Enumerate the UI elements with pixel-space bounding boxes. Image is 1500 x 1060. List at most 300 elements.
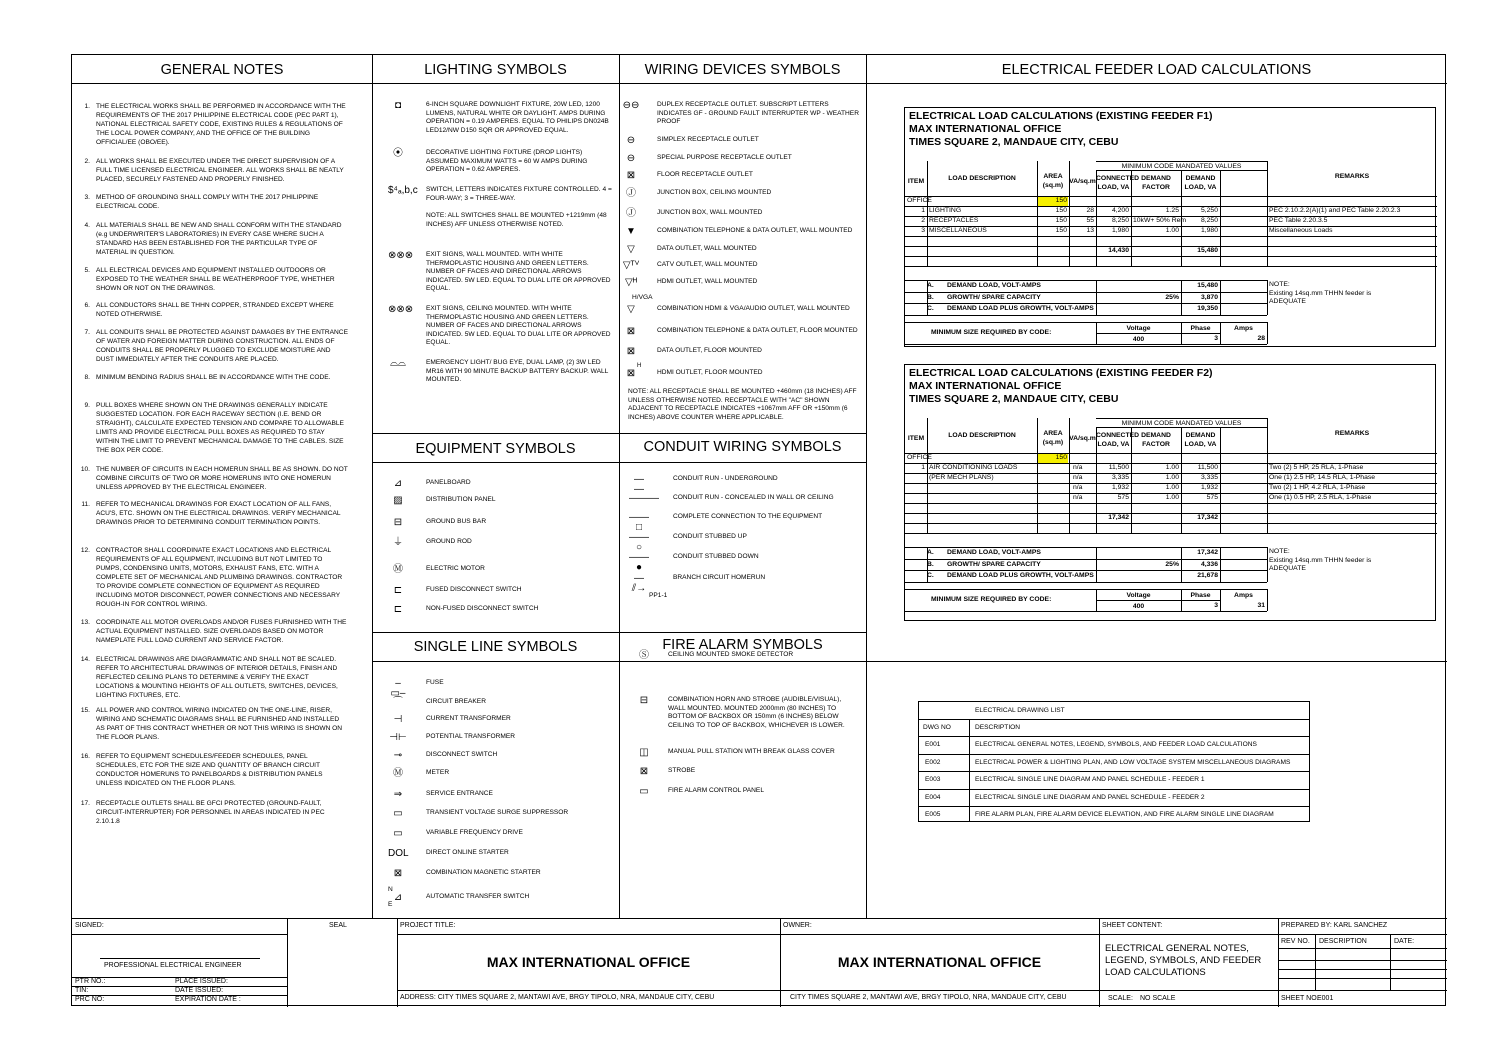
equipment-symbol-icon: ⊟ (393, 517, 403, 528)
f2-row-dload: 575 (1206, 494, 1218, 501)
general-note-13 (80, 618, 348, 645)
f2-row-vasqm: n/a (1073, 464, 1083, 471)
single-line-symbol-icon: ⊣ (393, 714, 403, 725)
f2-row-connected: 11,500 (1108, 464, 1129, 471)
lighting-description: EMERGENCY LIGHT/ BUG EYE, DUAL LAMP, (2) 3W LED MR16 WITH 90 MINUTE BACKUP BATTERY BACKUP. WALL MOUNTED. (426, 359, 609, 383)
f1-note: Existing 14sq.mm THHN feeder is ADEQUATE (1269, 290, 1372, 305)
sheet-no-label: SHEET NO. (1281, 995, 1319, 1002)
sheet-content: ELECTRICAL GENERAL NOTES, LEGEND, SYMBOLS, AND FEEDER LOAD CALCULATIONS (1105, 943, 1262, 978)
place-issued-label: PLACE ISSUED: (175, 978, 228, 985)
wiring-description: DUPLEX RECEPTACLE OUTLET. SUBSCRIPT LETTERS INDICATES GF - GROUND FAULT INTERRUPTER WP - WEATHER PROOF (657, 101, 859, 125)
f2-dfactor-header: DEMAND FACTOR (1141, 432, 1171, 448)
f1-row-area: 150 (1055, 227, 1067, 234)
f1-item-header: ITEM (907, 178, 925, 185)
drawing-description: ELECTRICAL SINGLE LINE DIAGRAM AND PANEL SCHEDULE - FEEDER 1 (975, 776, 1205, 783)
general-note-number: 17. (80, 800, 90, 807)
conduit-description: CONDUIT RUN - UNDERGROUND (673, 475, 778, 482)
conduit-description: CONDUIT STUBBED UP (673, 533, 747, 540)
general-note-2 (84, 157, 348, 184)
lighting-symbol-icon: ⌓⌓ (390, 358, 406, 369)
f2-row-connected: 3,335 (1111, 474, 1129, 481)
fire-alarm-symbol-icon: ▭ (639, 786, 649, 797)
f2-summary-key: B. (927, 560, 934, 568)
single-line-description: FUSE (426, 679, 444, 686)
equipment-symbol-icon: ⊏ (393, 585, 403, 596)
equipment-symbol-icon: ⏚ (393, 537, 403, 548)
general-note-number: 6. (84, 302, 90, 309)
single-line-description: DISCONNECT SWITCH (426, 751, 498, 758)
general-note-12 (80, 546, 348, 609)
fire-alarm-symbol-icon: Ⓢ (639, 650, 649, 661)
single-line-description: AUTOMATIC TRANSFER SWITCH (426, 893, 530, 900)
f2-row-desc: AIR CONDITIONING LOADS (929, 464, 1018, 471)
f1-summary-key: A. (927, 282, 934, 289)
single-line-description: CIRCUIT BREAKER (426, 698, 486, 705)
wiring-description: CATV OUTLET, WALL MOUNTED (657, 261, 758, 268)
lighting-symbol-icon: ◘ (394, 100, 402, 111)
general-note-number: 12. (80, 547, 90, 554)
drawing-number: E001 (925, 741, 941, 748)
f1-title: ELECTRICAL LOAD CALCULATIONS (EXISTING FEEDER F1) (909, 110, 1213, 122)
f1-summary-label: GROWTH/ SPARE CAPACITY (947, 293, 1041, 301)
f2-total-dload: 17,342 (1197, 514, 1218, 521)
wiring-description: COMBINATION HDMI & VGA/AUDIO OUTLET, WALL MOUNTED (657, 305, 850, 312)
f1-phase-header: Phase (1190, 325, 1211, 332)
f1-group-area: 150 (1055, 197, 1067, 204)
drawing-number: E003 (925, 776, 941, 783)
drawing-list-no-header: DWG NO (923, 724, 951, 731)
hvga-label: H/VGA (632, 294, 653, 301)
rev-no-header: REV NO. (1281, 938, 1310, 945)
lighting-symbols-header: LIGHTING SYMBOLS (424, 62, 567, 78)
drawing-description: FIRE ALARM PLAN, FIRE ALARM DEVICE ELEVATION, AND FIRE ALARM SINGLE LINE DIAGRAM (975, 811, 1274, 818)
lighting-symbol-icon: ⊗⊗⊗ (388, 250, 414, 261)
general-note-number: 1. (84, 103, 90, 110)
f1-row-dload: 8,250 (1200, 217, 1218, 224)
f2-row-dfactor: 1.00 (1165, 464, 1179, 471)
f2-summary-percent: 25% (1165, 560, 1179, 568)
f1-total-connected: 14,430 (1108, 247, 1129, 254)
general-note-text: ALL CONDUCTORS SHALL BE THHN COPPER, STRANDED EXCEPT WHERE NOTED OTHERWISE. (96, 302, 334, 318)
general-note-number: 5. (84, 267, 90, 274)
general-note-number: 9. (84, 402, 90, 409)
f1-summary-key: C. (927, 305, 934, 312)
equipment-symbol-icon: ⊿ (393, 478, 403, 489)
lighting-symbol-icon: $⁴ₐ,b,c (388, 185, 418, 196)
general-note-text: ALL ELECTRICAL DEVICES AND EQUIPMENT INSTALLED OUTDOORS OR EXPOSED TO THE WEATHER SHALL BE WEATHERPROOF TYPE, WHETHER SHOWN OR NOT ON THE DRAWINGS. (96, 267, 335, 292)
lighting-description: EXIT SIGNS, CEILING MOUNTED. WITH WHITE THERMOPLASTIC HOUSING AND GREEN LETTERS. NUMBER OF FACES AND DIRECTIONAL ARROWS INDICATED. 5W LED. EQUAL TO DUAL LITE OR APPROVED EQUAL. (426, 305, 611, 346)
wiring-symbol-icon: ▽ᵀⱽ (622, 260, 640, 271)
f1-row-desc: LIGHTING (929, 207, 962, 214)
single-line-symbol-icon: DOL (388, 848, 409, 859)
drawing-number: E005 (925, 811, 941, 818)
fire-alarm-description: CEILING MOUNTED SMOKE DETECTOR (668, 651, 794, 658)
wiring-symbol-icon: ▽ᴴ (625, 277, 637, 288)
general-note-number: 8. (84, 374, 90, 381)
f1-min-code-header: MINIMUM CODE MANDATED VALUES (1121, 163, 1242, 170)
fire-alarm-description: MANUAL PULL STATION WITH BREAK GLASS COVER (668, 748, 835, 755)
prepared-by: PREPARED BY: KARL SANCHEZ (1281, 922, 1388, 929)
feeder-f1-table (904, 107, 1436, 347)
f1-summary-value: 19,350 (1197, 305, 1218, 312)
drawing-description: ELECTRICAL POWER & LIGHTING PLAN, AND LOW VOLTAGE SYSTEM MISCELLANEOUS DIAGRAMS (975, 758, 1291, 766)
equipment-symbol-icon: ▨ (393, 495, 403, 506)
conduit-symbol-icon: ——○ (629, 532, 649, 553)
f1-voltage-header: Voltage (1126, 325, 1151, 332)
f1-summary-percent: 25% (1165, 293, 1179, 301)
equipment-description: GROUND ROD (426, 538, 472, 545)
single-line-symbol-icon: –▭– (390, 678, 406, 699)
general-note-text: ALL CONDUITS SHALL BE PROTECTED AGAINST DAMAGES BY THE ENTRANCE OF WATER AND FOREIGN MATTER DURING CONSTRUCTION. ALL ENDS OF CONDUITS SHALL BE PROPERLY PLUGGED TO EXCLUDE MOISTURE AND DUST IMMEDIATELY AFTER THE CONDUITS ARE PLACED. (96, 329, 348, 363)
ptr-label: PTR NO.: (75, 978, 106, 985)
f1-summary-value: 3,870 (1200, 293, 1218, 301)
lighting-symbol-icon: ⊗⊗⊗ (388, 304, 414, 315)
f1-row-dload: 1,980 (1200, 227, 1218, 234)
f1-amps-header: Amps (1234, 325, 1253, 332)
general-notes-header: GENERAL NOTES (160, 62, 284, 78)
f2-min-size-label: MINIMUM SIZE REQUIRED BY CODE: (931, 596, 1052, 603)
general-note-11 (81, 500, 348, 527)
f2-row-dload: 3,335 (1200, 474, 1218, 481)
general-note-number: 7. (84, 329, 90, 336)
f2-row-dfactor: 1.00 (1165, 484, 1179, 491)
general-note-number: 3. (84, 194, 90, 201)
f1-row-desc: MISCELLANEOUS (929, 227, 987, 234)
f2-note: Existing 14sq.mm THHN feeder is ADEQUATE (1269, 557, 1372, 572)
general-note-5 (84, 266, 348, 293)
f2-summary-value: 17,342 (1197, 549, 1218, 556)
drawing-number: E002 (925, 758, 941, 766)
f2-row-dload: 11,500 (1197, 464, 1218, 471)
general-note-number: 13. (80, 619, 90, 626)
wiring-description: JUNCTION BOX, CEILING MOUNTED (657, 189, 772, 196)
homerun-label: PP1-1 (649, 592, 668, 599)
fire-alarm-header: FIRE ALARM SYMBOLS (662, 637, 823, 653)
f1-row-remarks: Miscellaneous Loads (1269, 227, 1333, 234)
fire-alarm-description: STROBE (668, 767, 696, 774)
wiring-symbol-icon: ⊖⊖ (622, 100, 640, 111)
wiring-symbol-icon: ⊠ (626, 326, 636, 337)
f2-row-connected: 575 (1117, 494, 1129, 501)
f2-item-header: ITEM (907, 435, 925, 442)
f1-voltage: 400 (1132, 336, 1145, 343)
single-line-description: VARIABLE FREQUENCY DRIVE (426, 829, 523, 836)
equipment-symbol-icon: ⊏ (393, 604, 403, 615)
general-note-number: 14. (80, 656, 90, 663)
seal-label: SEAL (329, 922, 347, 929)
lighting-description: NOTE: ALL SWITCHES SHALL BE MOUNTED +1219mm (48 INCHES) AFF UNLESS OTHERWISE NOTED. (426, 212, 607, 228)
f1-summary-value: 15,480 (1197, 282, 1218, 289)
general-note-text: ALL MATERIALS SHALL BE NEW AND SHALL CONFORM WITH THE STANDARD (e.g UNDERWRITER'S LABORATORIES) IN EVERY CASE WHERE SUCH A STANDARD HAS BEEN ESTABLISHED FOR THE PARTICULAR TYPE OF MATERIAL IN QUESTION. (96, 222, 342, 256)
drawing-description: ELECTRICAL SINGLE LINE DIAGRAM AND PANEL SCHEDULE - FEEDER 2 (975, 793, 1205, 801)
single-line-description: TRANSIENT VOLTAGE SURGE SUPPRESSOR (426, 809, 569, 816)
single-line-description: SERVICE ENTRANCE (426, 790, 493, 797)
conduit-description: BRANCH CIRCUIT HOMERUN (673, 574, 766, 581)
f2-note-label: NOTE: (1269, 548, 1290, 555)
f1-summary-key: B. (927, 293, 934, 301)
wiring-symbol-icon: Ⓙ (626, 208, 636, 219)
wiring-symbol-icon: ▼ (626, 226, 636, 237)
single-line-symbol-icon: ⊸ (393, 750, 403, 761)
project-address: ADDRESS: CITY TIMES SQUARE 2, MANTAWI AVE, BRGY TIPOLO, NRA, MANDAUE CITY, CEBU (400, 994, 715, 1001)
wiring-symbol-icon: ▽ (627, 244, 635, 255)
general-note-1 (84, 102, 348, 147)
wiring-description: COMBINATION TELEPHONE & DATA OUTLET, FLOOR MOUNTED (657, 327, 858, 334)
f1-row-connected: 1,980 (1111, 227, 1129, 234)
sheet-content-label: SHEET CONTENT: (1102, 922, 1163, 929)
general-note-10 (80, 465, 348, 492)
ats-e-label: E (388, 901, 393, 908)
general-note-3 (84, 193, 348, 211)
f1-phase: 3 (1214, 335, 1218, 342)
f1-min-size-label: MINIMUM SIZE REQUIRED BY CODE: (931, 329, 1052, 336)
f1-dload-header: DEMAND LOAD, VA (1184, 175, 1217, 191)
hdmi-floor-superscript: H (637, 363, 642, 369)
f2-amps: 31 (1257, 602, 1265, 609)
f2-area-header: AREA (sq.m) (1042, 430, 1064, 446)
f1-area-header: AREA (sq.m) (1042, 173, 1064, 189)
wiring-symbol-icon: ⊠ (626, 346, 636, 357)
conduit-description: COMPLETE CONNECTION TO THE EQUIPMENT (673, 513, 823, 520)
f2-row-vasqm: n/a (1073, 474, 1083, 481)
general-note-number: 16. (80, 753, 90, 760)
wiring-symbol-icon: ⊠ (626, 368, 636, 379)
lighting-description: EXIT SIGNS, WALL MOUNTED. WITH WHITE THERMOPLASTIC HOUSING AND GREEN LETTERS. NUMBER OF FACES AND DIRECTIONAL ARROWS INDICATED. 5W LED. EQUAL TO DUAL LITE OR APPROVED EQUAL. (426, 251, 611, 292)
wiring-description: HDMI OUTLET, WALL MOUNTED (657, 278, 758, 285)
prc-label: PRC NO: (75, 996, 105, 1003)
general-note-9 (84, 401, 348, 455)
f2-summary-label: GROWTH/ SPARE CAPACITY (947, 560, 1041, 568)
single-line-description: COMBINATION MAGNETIC STARTER (426, 869, 541, 876)
general-note-text: PULL BOXES WHERE SHOWN ON THE DRAWINGS GENERALLY INDICATE SUGGESTED LOCATION. FOR EACH RACEWAY SECTION (I.E. BEND OR STRAIGHT), CALCULATE EXPECTED TENSION AND COMPARE TO ALLOWABLE LIMITS AND PROVIDE ELECTRICAL PULL BOXES AS REQUIRED TO STAY WITHIN THE LIMIT TO PREVENT MECHANICAL DAMAGE TO THE CABLES. SIZE THE BOX PER CODE. (96, 402, 344, 454)
equipment-symbols-header: EQUIPMENT SYMBOLS (415, 441, 576, 457)
feeder-load-header: ELECTRICAL FEEDER LOAD CALCULATIONS (1001, 62, 1312, 78)
f2-group-area: 150 (1055, 454, 1067, 461)
f1-connected-header: CONNECTED LOAD, VA (1096, 175, 1140, 191)
fire-alarm-description: COMBINATION HORN AND STROBE (AUDIBLE/VISUAL), WALL MOUNTED. MOUNTED 2000mm (80 INCHES) TO BOTTOM OF BACKBOX OR 150mm (6 INCHES) BELOW CEILING TO TOP OF BACKBOX, WHICHEVER IS LOWER. (668, 696, 845, 729)
wiring-symbol-icon: Ⓙ (626, 188, 636, 199)
f2-remarks-header: REMARKS (1334, 430, 1370, 437)
scale-value: NO SCALE (1140, 995, 1176, 1002)
general-note-4 (84, 221, 348, 257)
f2-title: ELECTRICAL LOAD CALCULATIONS (EXISTING FEEDER F2) (909, 367, 1213, 379)
f1-row-connected: 4,200 (1111, 207, 1129, 214)
wiring-description: COMBINATION TELEPHONE & DATA OUTLET, WALL MOUNTED (657, 227, 853, 234)
wiring-description: FLOOR RECEPTACLE OUTLET (657, 171, 753, 178)
rev-desc-header: DESCRIPTION (1319, 938, 1367, 945)
f1-row-connected: 8,250 (1111, 217, 1129, 224)
drawing-list-desc-header: DESCRIPTION (975, 724, 1021, 731)
conduit-description: CONDUIT RUN - CONCEALED IN WALL OR CEILING (673, 494, 834, 501)
conduit-symbol-icon: ——— (629, 493, 659, 504)
f1-row-vasqm: 13 (1086, 227, 1094, 234)
f1-row-dfactor: 1.00 (1165, 227, 1179, 234)
single-line-description: DIRECT ONLINE STARTER (426, 849, 509, 856)
f1-row-area: 150 (1055, 207, 1067, 214)
rev-date-header: DATE: (1394, 938, 1415, 945)
f1-summary-label: DEMAND LOAD, VOLT-AMPS (947, 282, 1041, 289)
general-note-17 (80, 799, 348, 826)
f2-row-connected: 1,932 (1111, 484, 1129, 491)
f2-voltage-header: Voltage (1126, 592, 1151, 599)
drawing-number: E004 (925, 793, 941, 801)
f2-total-connected: 17,342 (1108, 514, 1129, 521)
single-line-symbol-icon: ⊠ (393, 868, 403, 879)
f2-dload-header: DEMAND LOAD, VA (1184, 432, 1217, 448)
f1-row-remarks: PEC Table 2.20.3.5 (1269, 217, 1328, 224)
general-note-text: RECEPTACLE OUTLETS SHALL BE GFCI PROTECTED (GROUND-FAULT, CIRCUIT-INTERRUPTER) FOR PERSONNEL IN AREAS INDICATED IN PEC 2.10.1.8 (96, 800, 325, 825)
f2-row-dfactor: 1.00 (1165, 494, 1179, 501)
f2-phase: 3 (1214, 602, 1218, 609)
f1-group-label: OFFICE (907, 197, 932, 204)
wiring-description: DATA OUTLET, WALL MOUNTED (657, 245, 757, 252)
signed-label: SIGNED: (75, 922, 104, 929)
wiring-symbol-icon: ⊠ (626, 170, 636, 181)
general-note-8 (84, 373, 348, 382)
general-note-text: CONTRACTOR SHALL COORDINATE EXACT LOCATIONS AND ELECTRICAL REQUIREMENTS OF ALL EQUIPMENT, INCLUDING BUT NOT LIMITED TO PUMPS, CONDENSING UNITS, MOTORS, EXHAUST FANS, ETC. WITH A COMPLETE SET OF MECHANICAL AND PLUMBING DRAWINGS. CONTRACTOR TO PROVIDE COMPLETE CONNECTION OF EQUIPMENT AS REQUIRED INCLUDING MOTOR DISCONNECT, POWER CONNECTIONS AND NECESSARY ROUGH-IN FOR CONTROL WIRING. (96, 547, 343, 608)
f2-amps-header: Amps (1234, 592, 1253, 599)
f1-remarks-header: REMARKS (1334, 173, 1370, 180)
f2-summary-label: DEMAND LOAD, VOLT-AMPS (947, 549, 1041, 556)
single-line-symbol-icon: ⇒ (393, 789, 403, 800)
fire-alarm-description: FIRE ALARM CONTROL PANEL (668, 787, 764, 794)
f2-summary-key: C. (927, 572, 934, 579)
single-line-symbol-icon: ⊣⊢ (389, 732, 407, 743)
single-line-symbol-icon: Ⓜ (393, 768, 403, 779)
f1-row-dfactor: 1.25 (1165, 207, 1179, 214)
conduit-symbol-icon: ——● (629, 552, 649, 573)
f1-row-dload: 5,250 (1200, 207, 1218, 214)
tin-label: TIN: (75, 987, 89, 994)
conduit-description: CONDUIT STUBBED DOWN (673, 553, 759, 560)
f2-project: MAX INTERNATIONAL OFFICE (909, 380, 1062, 392)
general-note-text: ALL POWER AND CONTROL WIRING INDICATED ON THE ONE-LINE, RISER, WIRING AND SCHEMATIC DIAGRAMS SHALL BE FURNISHED AND INSTALLED AS PART OF THIS CONTRACT WHETHER OR NOT THIS WIRING IS SHOWN ON THE FLOOR PLANS. (96, 707, 343, 741)
wiring-description: DATA OUTLET, FLOOR MOUNTED (657, 347, 762, 354)
ats-n-label: N (388, 886, 393, 893)
general-note-number: 11. (81, 501, 90, 508)
single-line-description: CURRENT TRANSFORMER (426, 715, 511, 722)
general-note-text: METHOD OF GROUNDING SHALL COMPLY WITH THE 2017 PHILIPPINE ELECTRICAL CODE. (96, 194, 319, 210)
f2-row-desc: (PER MECH PLANS) (929, 474, 994, 481)
project-title: MAX INTERNATIONAL OFFICE (486, 954, 691, 970)
equipment-description: NON-FUSED DISCONNECT SWITCH (426, 605, 539, 612)
date-issued-label: DATE ISSUED: (175, 987, 224, 994)
f1-load-header: LOAD DESCRIPTION (948, 175, 1016, 182)
conduit-symbol-icon: —⫽→ (631, 573, 647, 594)
f1-row-item: 2 (921, 217, 925, 224)
f1-row-vasqm: 28 (1086, 207, 1094, 214)
f1-project: MAX INTERNATIONAL OFFICE (909, 123, 1062, 135)
equipment-description: DISTRIBUTION PANEL (426, 496, 496, 503)
general-note-14 (80, 655, 348, 700)
equipment-description: FUSED DISCONNECT SWITCH (426, 586, 522, 593)
equipment-description: GROUND BUS BAR (426, 518, 487, 525)
wiring-description: JUNCTION BOX, WALL MOUNTED (657, 209, 763, 216)
single-line-description: POTENTIAL TRANSFORMER (426, 733, 516, 740)
f1-row-remarks: PEC 2.10.2.2(A)(1) and PEC Table 2.20.2.3 (1269, 207, 1401, 214)
project-title-label: PROJECT TITLE: (400, 922, 456, 929)
f2-summary-value: 4,336 (1200, 560, 1218, 568)
general-note-number: 4. (84, 222, 90, 229)
f2-voltage: 400 (1132, 603, 1145, 610)
expiration-label: EXPIRATION DATE : (175, 996, 241, 1003)
wiring-symbol-icon: ▽ (627, 304, 635, 315)
single-line-symbol-icon: ⊿ (393, 892, 403, 903)
f2-vasqm-header: VA/sq.m (1069, 435, 1096, 442)
f2-row-remarks: Two (2) 1 HP, 4.2 RLA, 1-Phase (1269, 484, 1366, 491)
general-note-text: REFER TO EQUIPMENT SCHEDULES/FEEDER SCHEDULES, PANEL SCHEDULES, ETC FOR THE SIZE AND QUANTITY OF BRANCH CIRCUIT CONDUCTOR HOMERUNS TO PANELBOARDS & DISTRIBUTION PANELS UNLESS INDICATED ON THE FLOOR PLANS. (96, 753, 323, 787)
conduit-symbol-icon: ——□ (629, 512, 649, 533)
owner-name: MAX INTERNATIONAL OFFICE (837, 954, 1042, 970)
general-note-text: ALL WORKS SHALL BE EXECUTED UNDER THE DIRECT SUPERVISION OF A FULL TIME LICENSED ELECTRICAL ENGINEER. ALL WORKS SHALL BE NEATLY PLACED, SECURELY FASTENED AND PROPERLY FINISHED. (96, 158, 344, 183)
drawing-list (918, 701, 1310, 822)
general-note-text: THE NUMBER OF CIRCUITS IN EACH HOMERUN SHALL BE AS SHOWN. DO NOT COMBINE CIRCUITS OF TWO OR MORE HOMERUNS INTO ONE HOMERUN UNLESS APPROVED BY THE ELECTRICAL ENGINEER. (96, 466, 348, 491)
lighting-symbol-icon: ⦿ (393, 148, 403, 159)
drawing-list-title: ELECTRICAL DRAWING LIST (975, 707, 1065, 714)
general-note-number: 2. (84, 158, 90, 165)
equipment-description: ELECTRIC MOTOR (426, 565, 485, 572)
f2-row-item: 1 (921, 464, 925, 471)
general-note-text: COORDINATE ALL MOTOR OVERLOADS AND/OR FUSES FURNISHED WITH THE ACTUAL EQUIPMENT INSTALLED. SIZE OVERLOADS BASED ON MOTOR NAMEPLATE FULL LOAD CURRENT AND SERVICE FACTOR. (96, 619, 347, 644)
general-note-text: ELECTRICAL DRAWINGS ARE DIAGRAMMATIC AND SHALL NOT BE SCALED. REFER TO ARCHITECTURAL DRAWINGS OF INTERIOR DETAILS, FINISH AND REFLECTED CEILING PLANS TO DETERMINE & VERIFY THE EXACT LOCATIONS & MOUNTING HEIGHTS OF ALL OUTLETS, SWITCHES, DEVICES, LIGHTING FIXTURES, ETC. (96, 656, 338, 699)
general-note-15 (80, 706, 348, 742)
f1-amps: 28 (1257, 335, 1265, 342)
lighting-description: DECORATIVE LIGHTING FIXTURE (DROP LIGHTS) ASSUMED MAXIMUM WATTS = 60 W AMPS DURING OPERATION = 0.62 AMPERES. (426, 149, 588, 173)
equipment-description: PANELBOARD (426, 479, 471, 486)
f2-row-remarks: One (1) 0.5 HP, 2.5 RLA, 1-Phase (1269, 494, 1372, 501)
wiring-symbol-icon: ⊖ (626, 153, 636, 164)
f2-row-vasqm: n/a (1073, 494, 1083, 501)
conduit-wiring-header: CONDUIT WIRING SYMBOLS (643, 439, 842, 455)
feeder-f2-table (904, 364, 1436, 621)
single-line-symbol-icon: ⌒ (393, 697, 403, 708)
general-note-7 (84, 328, 348, 364)
f1-row-vasqm: 55 (1086, 217, 1094, 224)
f2-row-dload: 1,932 (1200, 484, 1218, 491)
sheet-no: E001 (1317, 995, 1334, 1002)
wiring-description: SIMPLEX RECEPTACLE OUTLET (657, 136, 759, 143)
f2-row-vasqm: n/a (1073, 484, 1083, 491)
f2-row-remarks: One (1) 2.5 HP, 14.5 RLA, 1-Phase (1269, 474, 1376, 481)
general-note-number: 10. (80, 466, 90, 473)
single-line-header: SINGLE LINE SYMBOLS (413, 639, 578, 655)
fire-alarm-symbol-icon: ⊠ (639, 766, 649, 777)
f1-row-area: 150 (1055, 217, 1067, 224)
wiring-note: NOTE: ALL RECEPTACLE SHALL BE MOUNTED +460mm (18 INCHES) AFF UNLESS OTHERWISE NOTED. RECEPTACLE WITH "AC" SHOWN ADJACENT TO RECEPTACLE INDICATES +1067mm AFF OR +150mm (6 INCHES) ABOVE COUNTER WHERE APPLICABLE. (628, 388, 857, 421)
f2-location: TIMES SQUARE 2, MANDAUE CITY, CEBU (909, 393, 1119, 405)
wiring-description: HDMI OUTLET, FLOOR MOUNTED (657, 369, 763, 376)
f2-row-dfactor: 1.00 (1165, 474, 1179, 481)
f1-row-item: 1 (921, 207, 925, 214)
general-note-number: 15. (80, 707, 90, 714)
f1-note-label: NOTE: (1269, 281, 1290, 288)
f2-summary-value: 21,678 (1197, 572, 1218, 579)
f2-summary-key: A. (927, 549, 934, 556)
f2-phase-header: Phase (1190, 592, 1211, 599)
wiring-symbol-icon: ⊖ (626, 135, 636, 146)
general-note-text: THE ELECTRICAL WORKS SHALL BE PERFORMED IN ACCORDANCE WITH THE REQUIREMENTS OF THE 2017 PHILIPPINE ELECTRICAL CODE (PEC PART 1), NATIONAL ELECTRICAL SAFETY CODE, EXISTING RULES & REGULATIONS OF THE LOCAL POWER COMPANY, AND THE OFFICE OF THE BUILDING OFFICIAL/EE (OBO/EE). (96, 103, 346, 146)
general-note-text: MINIMUM BENDING RADIUS SHALL BE IN ACCORDANCE WITH THE CODE. (96, 374, 331, 381)
single-line-description: METER (426, 769, 450, 776)
f2-min-code-header: MINIMUM CODE MANDATED VALUES (1121, 420, 1242, 427)
f1-total-dload: 15,480 (1197, 247, 1218, 254)
general-note-text: REFER TO MECHANICAL DRAWINGS FOR EXACT LOCATION OF ALL FANS, ACU'S, ETC. SHOWN ON THE ELECTRICAL DRAWINGS. VERIFY MECHANICAL DRAWINGS PRIOR TO DETERMINING CONDUIT TERMINATION POINTS. (96, 501, 341, 526)
f2-row-remarks: Two (2) 5 HP, 25 RLA, 1-Phase (1269, 464, 1364, 471)
f2-summary-label: DEMAND LOAD PLUS GROWTH, VOLT-AMPS (947, 572, 1094, 579)
wiring-devices-header: WIRING DEVICES SYMBOLS (644, 62, 841, 78)
fire-alarm-symbol-icon: ◫ (639, 747, 649, 758)
f1-location: TIMES SQUARE 2, MANDAUE CITY, CEBU (909, 136, 1119, 148)
